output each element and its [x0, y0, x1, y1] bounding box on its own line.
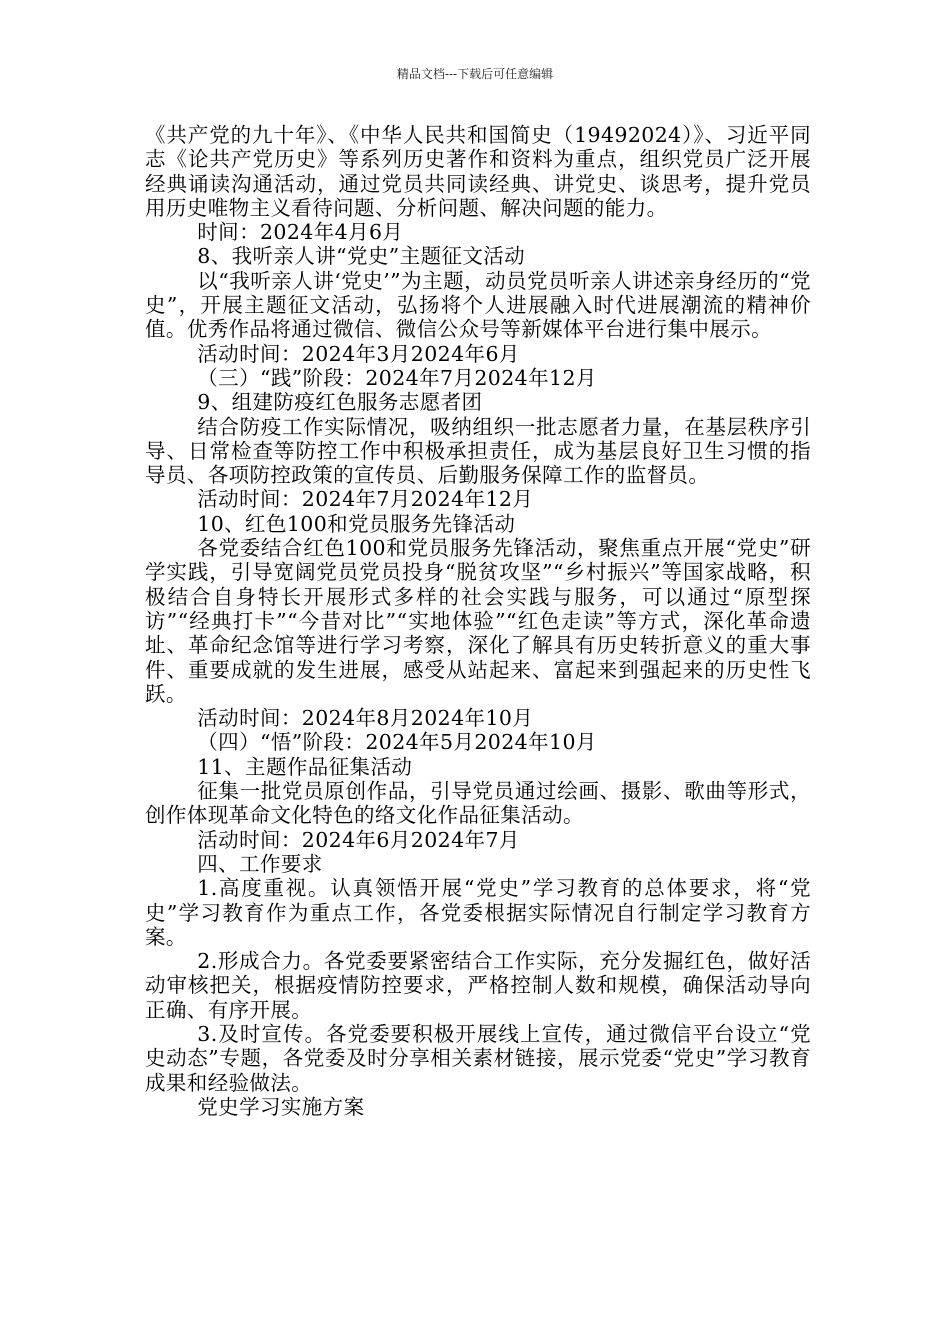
- paragraph-item-8-body: 以“我听亲人讲‘党史’”为主题，动员党员听亲人讲述亲身经历的“党史”，开展主题征文活动，弘扬将个人进展融入时代进展潮流的精神价值。优秀作品将通过微信、微信公众号等新媒体平台进行集中展示。: [145, 268, 811, 342]
- paragraph-activity-time: 活动时间：2024年6月2024年7月: [197, 827, 520, 852]
- paragraph-item-11-body: 征集一批党员原创作品，引导党员通过绘画、摄影、歌曲等形式，创作体现革命文化特色的络文化作品征集活动。: [145, 779, 811, 828]
- paragraph-item-9-body: 结合防疫工作实际情况，吸纳组织一批志愿者力量，在基层秩序引导、日常检查等防控工作中积极承担责任，成为基层良好卫生习惯的指导员、各项防控政策的宣传员、后勤服务保障工作的监督员。: [145, 414, 811, 488]
- heading-item-8: 8、我听亲人讲“党史”主题征文活动: [197, 244, 526, 269]
- paragraph-intro-continued: 《共产党的九十年》、《中华人民共和国简史（19492024）》、习近平同志《论共产党历史》等系列历史著作和资料为重点，组织党员广泛开展经典诵读沟通活动，通过党员共同读经典、讲党史、谈思考，提升党员用历史唯物主义看待问题、分析问题、解决问题的能力。: [145, 123, 811, 220]
- paragraph-activity-time: 活动时间：2024年3月2024年6月: [197, 341, 520, 366]
- page-header: 精品文档---下载后可任意编辑: [396, 67, 554, 81]
- paragraph-activity-time: 活动时间：2024年7月2024年12月: [197, 487, 534, 512]
- paragraph-requirement-3: 3.及时宣传。各党委要积极开展线上宣传，通过微信平台设立“党史动态”专题，各党委及时分享相关素材链接，展示党委“党史”学习教育成果和经验做法。: [145, 1021, 811, 1095]
- paragraph-time: 时间：2024年4月6月: [197, 220, 404, 245]
- heading-section-4: 四、工作要求: [197, 851, 323, 876]
- heading-item-9: 9、组建防疫红色服务志愿者团: [197, 390, 483, 415]
- heading-stage-4: （四）“悟”阶段：2024年5月2024年10月: [197, 730, 597, 755]
- paragraph-item-10-body: 各党委结合红色100和党员服务先锋活动，聚焦重点开展“党史”研学实践，引导宽阔党员党员投身“脱贫攻坚”“乡村振兴”等国家战略，积极结合自身特长开展形式多样的社会实践与服务，可以通过“原型探访”“经典打卡”“今昔对比”“实地体验”“红色走读”等方式，深化革命遗址、革命纪念馆等进行学习考察，深化了解具有历史转折意义的重大事件、重要成就的发生进展，感受从站起来、富起来到强起来的历史性飞跃。: [145, 536, 811, 706]
- heading-item-10: 10、红色100和党员服务先锋活动: [197, 511, 516, 536]
- paragraph-closing-title: 党史学习实施方案: [197, 1094, 365, 1119]
- heading-stage-3: （三）“践”阶段：2024年7月2024年12月: [197, 365, 597, 390]
- paragraph-requirement-2: 2.形成合力。各党委要紧密结合工作实际，充分发掘红色，做好活动审核把关，根据疫情防控要求，严格控制人数和规模，确保活动导向正确、有序开展。: [145, 949, 811, 1022]
- document-body: [145, 123, 811, 1119]
- paragraph-activity-time: 活动时间：2024年8月2024年10月: [197, 706, 534, 731]
- heading-item-11: 11、主题作品征集活动: [197, 754, 413, 779]
- paragraph-requirement-1: 1.高度重视。认真领悟开展“党史”学习教育的总体要求，将“党史”学习教育作为重点工作，各党委根据实际情况自行制定学习教育方案。: [145, 876, 811, 949]
